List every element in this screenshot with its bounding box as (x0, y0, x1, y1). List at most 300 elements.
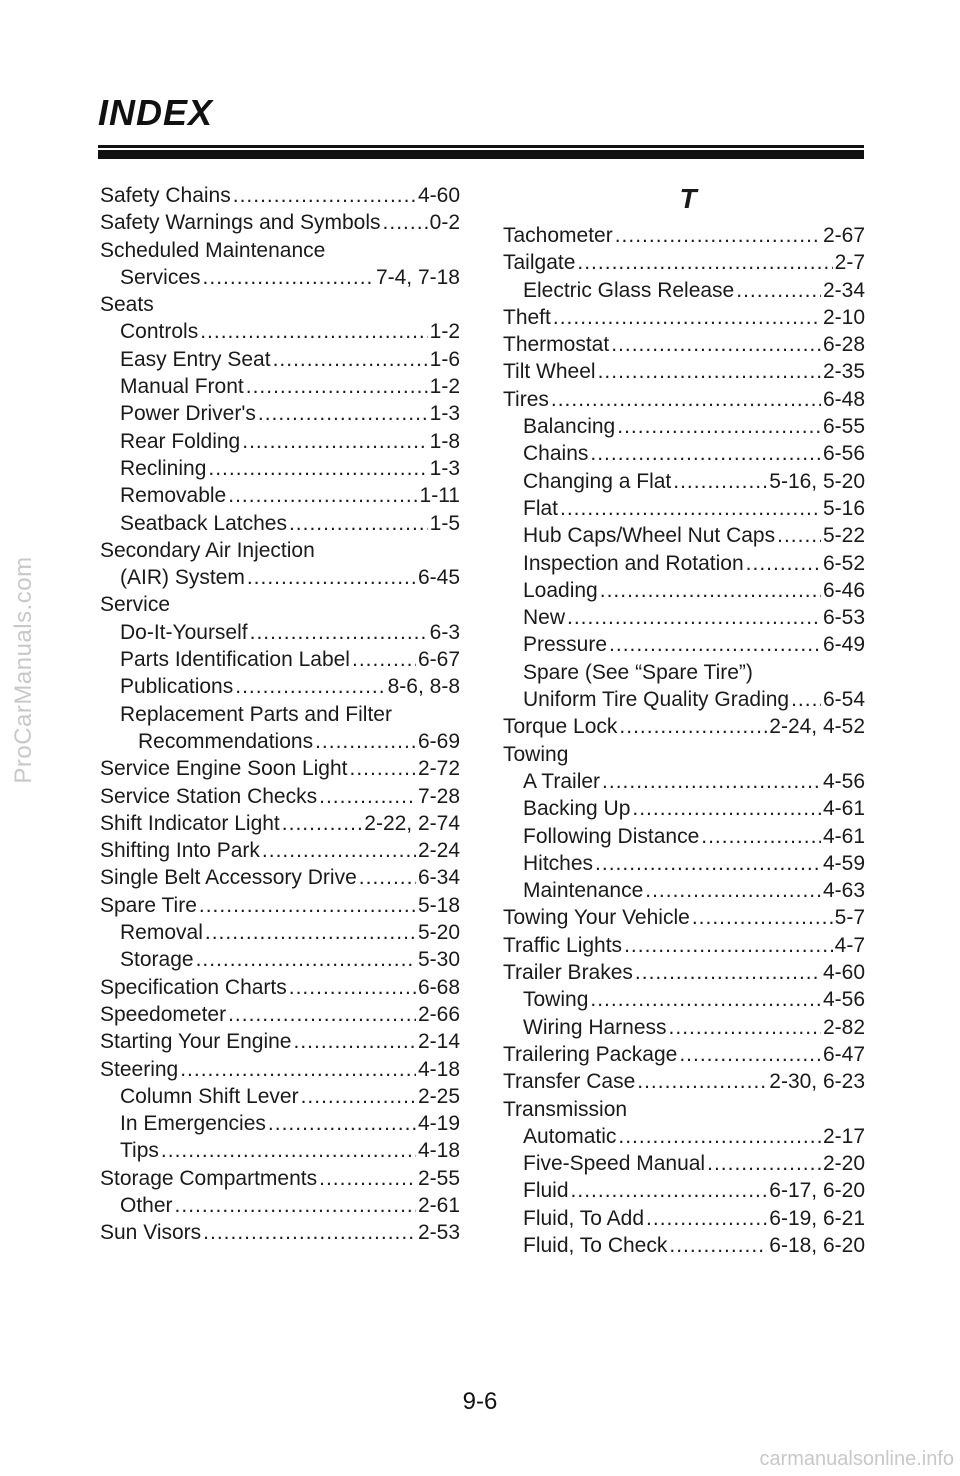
index-entry-page: 5-16 (822, 496, 865, 520)
index-entry-label: In Emergencies (120, 1112, 266, 1136)
leader-dots (203, 264, 374, 291)
leader-dots (635, 959, 821, 986)
index-entry-label: Traffic Lights (503, 933, 623, 957)
index-entry-label: Changing a Flat (523, 469, 672, 493)
index-entry-page: 0-2 (429, 211, 460, 235)
index-entry-label: Inspection and Rotation (523, 551, 744, 575)
index-entry-label: Storage Compartments (100, 1166, 318, 1190)
leader-dots (293, 1028, 415, 1055)
index-entry-page: 6-17, 6-20 (769, 1179, 865, 1203)
header-rule-divider (98, 145, 864, 159)
index-entry-label: Wiring Harness (523, 1015, 667, 1039)
leader-dots (246, 373, 428, 400)
index-entry-page: 6-55 (822, 415, 865, 439)
index-entry-label: Rear Folding (120, 429, 241, 453)
watermark-text: ProCarManuals.com (10, 556, 37, 784)
index-entry-page: 2-82 (822, 1015, 865, 1039)
index-entry-label: A Trailer (523, 769, 601, 793)
index-entry-page: 1-3 (429, 402, 460, 426)
index-entry (100, 455, 460, 482)
leader-dots (319, 1165, 416, 1192)
index-entry-page: 5-16, 5-20 (769, 469, 865, 493)
index-entry (100, 1001, 460, 1028)
leader-dots (200, 318, 427, 345)
index-entry-label: Torque Lock (503, 715, 618, 739)
leader-dots (560, 495, 821, 522)
index-entry (100, 182, 460, 209)
leader-dots (673, 468, 767, 495)
leader-dots (282, 810, 362, 837)
index-entry (100, 1056, 460, 1083)
leader-dots (567, 604, 821, 631)
index-entry-page: 6-52 (822, 551, 865, 575)
index-entry-page: 2-30, 6-23 (769, 1070, 865, 1094)
index-entry-page: 2-7 (834, 251, 865, 275)
index-entry (503, 686, 865, 713)
index-entry (100, 264, 460, 291)
index-entry-label: Removable (120, 484, 227, 508)
index-entry-page: 6-67 (417, 648, 460, 672)
leader-dots (175, 1192, 416, 1219)
index-entry-page: 5-22 (822, 524, 865, 548)
index-entry-label: Towing (523, 988, 589, 1012)
index-entry-page: 6-49 (822, 633, 865, 657)
index-entry-page: 2-34 (822, 278, 865, 302)
leader-dots (180, 1056, 416, 1083)
page-number: 9-6 (462, 1388, 498, 1415)
index-entry-page: 5-7 (834, 906, 865, 930)
index-entry-page: 2-66 (417, 1002, 460, 1026)
index-entry-page: 2-67 (822, 224, 865, 247)
leader-dots (203, 1219, 416, 1246)
index-entry-page: 2-55 (417, 1166, 460, 1190)
index-entry (503, 904, 865, 931)
index-entry (503, 386, 865, 413)
index-entry-label: Service Station Checks (100, 784, 318, 808)
index-entry-label: Removal (120, 921, 203, 945)
index-entry (100, 974, 460, 1001)
index-entry-label: Transmission (503, 1097, 628, 1121)
index-entry (503, 959, 865, 986)
index-entry-label: Following Distance (523, 824, 700, 848)
watermark-vertical (4, 420, 44, 920)
index-entry-page: 7-28 (417, 784, 460, 808)
index-entry (503, 577, 865, 604)
index-entry-label: Shifting Into Park (100, 839, 260, 863)
index-entry (503, 222, 865, 249)
index-entry (503, 604, 865, 631)
index-entry-label: Easy Entry Seat (120, 347, 271, 371)
index-entry-label: Controls (120, 320, 199, 344)
index-entry-page: 6-19, 6-21 (769, 1206, 865, 1230)
index-entry-label: Electric Glass Release (523, 278, 735, 302)
index-entry-label: Pressure (523, 633, 608, 657)
index-entry-label: Parts Identification Label (120, 648, 350, 672)
index-entry-label: Other (120, 1193, 173, 1217)
index-entry-label: Do-It-Yourself (120, 620, 248, 644)
index-entry-label: Reclining (120, 456, 207, 480)
index-entry-label: Spare (See “Spare Tire”) (523, 660, 753, 684)
index-entry (100, 237, 460, 264)
index-entry-label: Services (120, 265, 201, 289)
index-entries-right (503, 222, 865, 1259)
index-entry-label: Specification Charts (100, 975, 287, 999)
leader-dots (595, 850, 821, 877)
index-entry-label: Tires (503, 387, 549, 411)
leader-dots (319, 783, 416, 810)
index-entry-label: Tailgate (503, 251, 576, 275)
index-entry (503, 932, 865, 959)
index-entry (100, 1165, 460, 1192)
index-entry (100, 864, 460, 891)
index-entry-label: Scheduled Maintenance (100, 238, 326, 262)
index-entry-label: Service Engine Soon Light (100, 757, 348, 781)
index-entry-page: 1-11 (419, 484, 460, 508)
index-entry (503, 413, 865, 440)
index-entry-page: 2-61 (417, 1193, 460, 1217)
index-entry (503, 358, 865, 385)
index-entry-page: 4-60 (822, 961, 865, 985)
index-entry-page: 4-18 (417, 1139, 460, 1163)
index-entry-page: 2-10 (822, 305, 865, 329)
index-entry-label: Storage (120, 948, 194, 972)
index-entry-label: Recommendations (138, 729, 314, 753)
index-entry-page: 5-20 (417, 921, 460, 945)
index-entry-page: 2-53 (417, 1221, 460, 1245)
index-entry-label: Column Shift Lever (120, 1084, 299, 1108)
leader-dots (736, 277, 821, 304)
index-entry (503, 877, 865, 904)
index-entry-label: Backing Up (523, 797, 631, 821)
index-entry-page: 1-2 (429, 375, 460, 399)
index-entry-page: 6-69 (417, 729, 460, 753)
index-entry-page: 6-18, 6-20 (769, 1233, 865, 1257)
index-entry-label: Maintenance (523, 879, 644, 903)
index-entry (503, 522, 865, 549)
index-entry (503, 713, 865, 740)
leader-dots (199, 892, 416, 919)
leader-dots (233, 182, 416, 209)
index-entry-label: Single Belt Accessory Drive (100, 866, 357, 890)
index-entry-label: Sun Visors (100, 1221, 202, 1245)
index-entry-page: 2-14 (417, 1030, 460, 1054)
index-entry (100, 619, 460, 646)
index-entry (100, 1083, 460, 1110)
leader-dots (577, 249, 832, 276)
leader-dots (235, 673, 385, 700)
index-entry (100, 783, 460, 810)
index-entry-page: 6-34 (417, 866, 460, 890)
index-entry (100, 209, 460, 236)
index-entry-label: New (523, 606, 566, 630)
index-entry-label: (AIR) System (120, 566, 245, 590)
index-entry-label: Tachometer (503, 224, 613, 247)
index-entry-label: Replacement Parts and Filter (120, 702, 392, 726)
index-entry (100, 1110, 460, 1137)
leader-dots (598, 358, 821, 385)
leader-dots (617, 413, 821, 440)
index-entry-label: Automatic (523, 1124, 617, 1148)
index-entry-page: 6-3 (429, 620, 460, 644)
index-entry-label: Seats (100, 293, 154, 317)
index-entry-label: Tilt Wheel (503, 360, 596, 384)
leader-dots (692, 904, 833, 931)
leader-dots (571, 1177, 768, 1204)
index-entry-label: Fluid, To Check (523, 1233, 668, 1257)
leader-dots (701, 823, 821, 850)
index-entry (503, 1150, 865, 1177)
leader-dots (679, 1041, 821, 1068)
index-entry-page: 6-54 (822, 688, 865, 712)
index-entry (100, 701, 460, 728)
index-entry-page: 6-45 (417, 566, 460, 590)
index-entry-page: 6-47 (822, 1042, 865, 1066)
leader-dots (250, 619, 428, 646)
leader-dots (637, 1068, 767, 1095)
index-entry-page: 6-68 (417, 975, 460, 999)
index-entry (100, 318, 460, 345)
index-entry-label: Manual Front (120, 375, 244, 399)
leader-dots (268, 1110, 416, 1137)
index-entry (503, 795, 865, 822)
index-entry-label: Balancing (523, 415, 616, 439)
leader-dots (632, 795, 821, 822)
leader-dots (624, 932, 833, 959)
index-entry-label: Thermostat (503, 333, 610, 357)
index-entry-page: 6-46 (822, 578, 865, 602)
index-entry-label: Starting Your Engine (100, 1030, 292, 1054)
leader-dots (646, 1205, 767, 1232)
index-entry-page: 4-19 (417, 1112, 460, 1136)
index-entry-page: 1-2 (429, 320, 460, 344)
index-entry (100, 1028, 460, 1055)
index-entry-page: 5-30 (417, 948, 460, 972)
section-letter-heading: T (679, 183, 697, 214)
index-entry-label: Safety Warnings and Symbols (100, 211, 381, 235)
index-entry-label: Fluid, To Add (523, 1206, 645, 1230)
leader-dots (247, 564, 416, 591)
index-entry-label: Hitches (523, 851, 594, 875)
index-entry-label: Speedometer (100, 1002, 227, 1026)
index-entry-page: 5-18 (417, 893, 460, 917)
index-entry-label: Safety Chains (100, 184, 231, 207)
index-entry (503, 495, 865, 522)
index-entry (503, 741, 865, 768)
index-entry (503, 277, 865, 304)
index-entry-page: 2-20 (822, 1152, 865, 1176)
leader-dots (551, 386, 821, 413)
index-entry (100, 1137, 460, 1164)
index-entry-page: 4-60 (417, 184, 460, 207)
index-entry (503, 1068, 865, 1095)
index-entry-page: 2-24, 4-52 (769, 715, 865, 739)
leader-dots (208, 455, 427, 482)
leader-dots (352, 646, 416, 673)
leader-dots (619, 713, 767, 740)
index-entry-page: 2-22, 2-74 (364, 811, 460, 835)
index-entry (503, 631, 865, 658)
index-entry-label: Trailering Package (503, 1042, 678, 1066)
index-entry (100, 646, 460, 673)
index-entry-page: 6-48 (822, 387, 865, 411)
index-entry-label: Theft (503, 305, 551, 329)
leader-dots (228, 482, 417, 509)
index-entry (503, 659, 865, 686)
index-entry (503, 1041, 865, 1068)
index-entry (503, 986, 865, 1013)
index-entry (503, 850, 865, 877)
index-entry-label: Publications (120, 675, 234, 699)
leader-dots (161, 1137, 416, 1164)
index-entry-label: Fluid (523, 1179, 569, 1203)
index-column-right (503, 182, 865, 1259)
index-entry-page: 4-61 (822, 797, 865, 821)
index-entry-page: 2-72 (417, 757, 460, 781)
index-entry (100, 373, 460, 400)
index-entry-page: 7-4, 7-18 (375, 265, 460, 289)
leader-dots (289, 974, 416, 1001)
index-column-left (100, 182, 460, 1247)
index-entry (503, 304, 865, 331)
index-entry (100, 510, 460, 537)
index-entry-page: 4-63 (822, 879, 865, 903)
index-entry-page: 4-56 (822, 769, 865, 793)
leader-dots (609, 631, 821, 658)
index-entry-label: Transfer Case (503, 1070, 636, 1094)
index-entry (100, 946, 460, 973)
index-entry-page: 1-8 (429, 429, 460, 453)
index-entry (100, 482, 460, 509)
index-entry-page: 4-18 (417, 1057, 460, 1081)
index-entry (100, 810, 460, 837)
leader-dots (602, 768, 821, 795)
leader-dots (600, 577, 821, 604)
index-entry-label: Steering (100, 1057, 179, 1081)
index-entry-label: Tips (120, 1139, 159, 1163)
index-entry-page: 2-25 (417, 1084, 460, 1108)
leader-dots (350, 755, 416, 782)
index-entry (100, 346, 460, 373)
index-entry (503, 1232, 865, 1259)
index-entry-label: Chains (523, 442, 589, 466)
index-entry-page: 4-61 (822, 824, 865, 848)
index-entry-page: 4-56 (822, 988, 865, 1012)
index-entry (503, 823, 865, 850)
index-entry-label: Shift Indicator Light (100, 811, 280, 835)
index-entry-label: Loading (523, 578, 598, 602)
index-entry (100, 837, 460, 864)
index-entry (100, 755, 460, 782)
leader-dots (669, 1014, 821, 1041)
index-entry (100, 919, 460, 946)
index-entry (100, 564, 460, 591)
leader-dots (273, 346, 428, 373)
index-entry (503, 550, 865, 577)
leader-dots (645, 877, 821, 904)
index-entry (503, 768, 865, 795)
index-entry-page: 8-6, 8-8 (387, 675, 460, 699)
leader-dots (228, 1001, 416, 1028)
index-entry (503, 1177, 865, 1204)
index-entry-label: Hub Caps/Wheel Nut Caps (523, 524, 776, 548)
index-entry (503, 331, 865, 358)
leader-dots (611, 331, 821, 358)
leader-dots (590, 986, 821, 1013)
leader-dots (615, 222, 821, 249)
index-entry-page: 2-17 (822, 1124, 865, 1148)
index-entry (100, 428, 460, 455)
index-entry (100, 537, 460, 564)
index-entry (100, 1219, 460, 1246)
index-entry-page: 6-56 (822, 442, 865, 466)
index-entry (503, 440, 865, 467)
leader-dots (289, 510, 428, 537)
leader-dots (777, 522, 821, 549)
leader-dots (707, 1150, 821, 1177)
leader-dots (196, 946, 416, 973)
index-entry (100, 1192, 460, 1219)
leader-dots (746, 550, 821, 577)
index-entry-page: 2-35 (822, 360, 865, 384)
leader-dots (262, 837, 416, 864)
leader-dots (359, 864, 416, 891)
index-entry (503, 249, 865, 276)
leader-dots (205, 919, 416, 946)
index-entry-page: 6-53 (822, 606, 865, 630)
page-title: INDEX (98, 92, 214, 133)
index-entry-page: 4-59 (822, 851, 865, 875)
leader-dots (383, 209, 428, 236)
leader-dots (669, 1232, 767, 1259)
index-entry-page: 1-5 (429, 511, 460, 535)
index-entry (503, 1014, 865, 1041)
leader-dots (315, 728, 416, 755)
index-entry-page: 6-28 (822, 333, 865, 357)
index-entry-label: Seatback Latches (120, 511, 287, 535)
leader-dots (242, 428, 427, 455)
index-entry (503, 1123, 865, 1150)
index-entry-label: Uniform Tire Quality Grading (523, 688, 790, 712)
index-entry (503, 468, 865, 495)
index-entry-label: Towing (503, 742, 569, 766)
index-entry (100, 892, 460, 919)
footer-watermark: carmanualsonline.info (759, 1448, 954, 1470)
index-entry-label: Trailer Brakes (503, 961, 633, 985)
index-entry (503, 1096, 865, 1123)
leader-dots (553, 304, 821, 331)
index-entry (100, 673, 460, 700)
index-entry (100, 400, 460, 427)
index-entry-label: Power Driver's (120, 402, 256, 426)
index-entry (100, 591, 460, 618)
leader-dots (618, 1123, 821, 1150)
index-entry (100, 728, 460, 755)
index-entry-page: 1-6 (429, 347, 460, 371)
index-entry-page: 2-24 (417, 839, 460, 863)
index-entry-label: Flat (523, 496, 559, 520)
index-entry-label: Towing Your Vehicle (503, 906, 690, 930)
index-entry-label: Secondary Air Injection (100, 538, 315, 562)
leader-dots (301, 1083, 416, 1110)
leader-dots (791, 686, 821, 713)
index-entry-page: 4-7 (834, 933, 865, 957)
leader-dots (590, 440, 821, 467)
index-entry-label: Five-Speed Manual (523, 1152, 706, 1176)
index-entry (100, 291, 460, 318)
index-entry-label: Spare Tire (100, 893, 197, 917)
index-entry (503, 1205, 865, 1232)
leader-dots (258, 400, 428, 427)
